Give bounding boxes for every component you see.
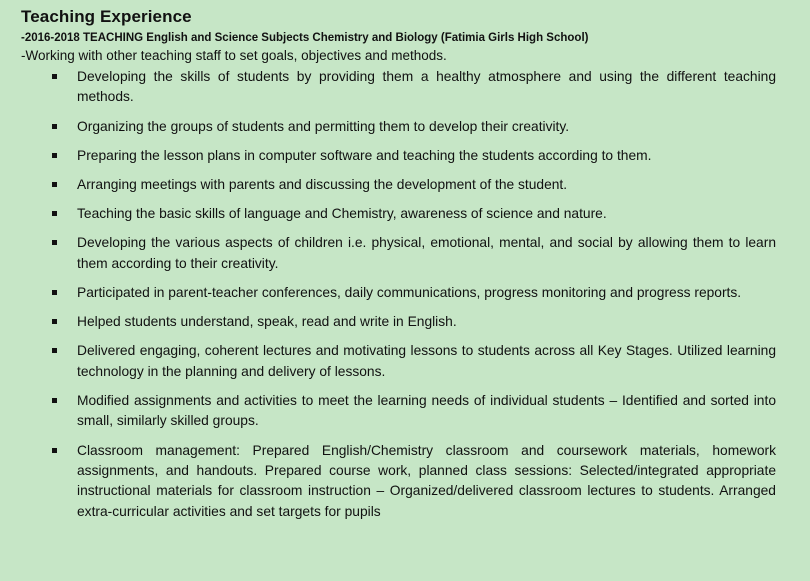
- list-item-text: Delivered engaging, coherent lectures and motivating lessons to students across all Key Stages. Utilized learning technology in the planning and delivery of lessons.: [77, 343, 776, 379]
- list-item: [21, 341, 776, 382]
- list-item-text: Organizing the groups of students and permitting them to develop their creativity.: [77, 118, 570, 134]
- list-item-text: Arranging meetings with parents and discussing the development of the student.: [77, 177, 568, 193]
- square-bullet-icon: [52, 290, 57, 295]
- list-item-text: Helped students understand, speak, read and write in English.: [77, 314, 457, 330]
- intro-line: -Working with other teaching staff to set goals, objectives and methods.: [21, 48, 447, 63]
- list-item: [21, 117, 776, 137]
- square-bullet-icon: [52, 240, 57, 245]
- list-item: [21, 312, 776, 332]
- square-bullet-icon: [52, 124, 57, 129]
- list-item-text: Classroom management: Prepared English/Chemistry classroom and coursework materials, homework assignments, and handouts. Prepared course work, planned class sessions: Selected/integrated appropriate instructional materials for classroom instruction – Organized/delivered classroom lectures to students. Arranged extra-curricular activities and set targets for pupils: [77, 442, 776, 519]
- list-item-text: Preparing the lesson plans in computer software and teaching the students according to them.: [77, 147, 652, 163]
- list-item-text: Teaching the basic skills of language and Chemistry, awareness of science and nature.: [77, 206, 607, 222]
- list-item: [21, 146, 776, 166]
- list-item: [21, 391, 776, 432]
- list-item-text: Participated in parent-teacher conferences, daily communications, progress monitoring and progress reports.: [77, 285, 742, 301]
- square-bullet-icon: [52, 398, 57, 403]
- list-item: [21, 441, 776, 523]
- duties-list: [21, 67, 786, 522]
- square-bullet-icon: [52, 153, 57, 158]
- list-item-text: Developing the skills of students by providing them a healthy atmosphere and using the different teaching methods.: [77, 69, 776, 105]
- position-line: -2016-2018 TEACHING English and Science Subjects Chemistry and Biology (Fatimia Girls High School): [21, 32, 589, 44]
- list-item: [21, 175, 776, 195]
- square-bullet-icon: [52, 348, 57, 353]
- square-bullet-icon: [52, 182, 57, 187]
- list-item: [21, 283, 776, 303]
- list-item-text: Modified assignments and activities to meet the learning needs of individual students – Identified and sorted into small, similarly skilled groups.: [77, 393, 776, 429]
- square-bullet-icon: [52, 319, 57, 324]
- square-bullet-icon: [52, 211, 57, 216]
- list-item: [21, 233, 776, 274]
- list-item-text: Developing the various aspects of children i.e. physical, emotional, mental, and social by allowing them to learn them according to their creativity.: [77, 235, 776, 271]
- section-heading: Teaching Experience: [21, 7, 192, 26]
- list-item: [21, 204, 776, 224]
- square-bullet-icon: [52, 74, 57, 79]
- square-bullet-icon: [52, 448, 57, 453]
- list-item: [21, 67, 776, 108]
